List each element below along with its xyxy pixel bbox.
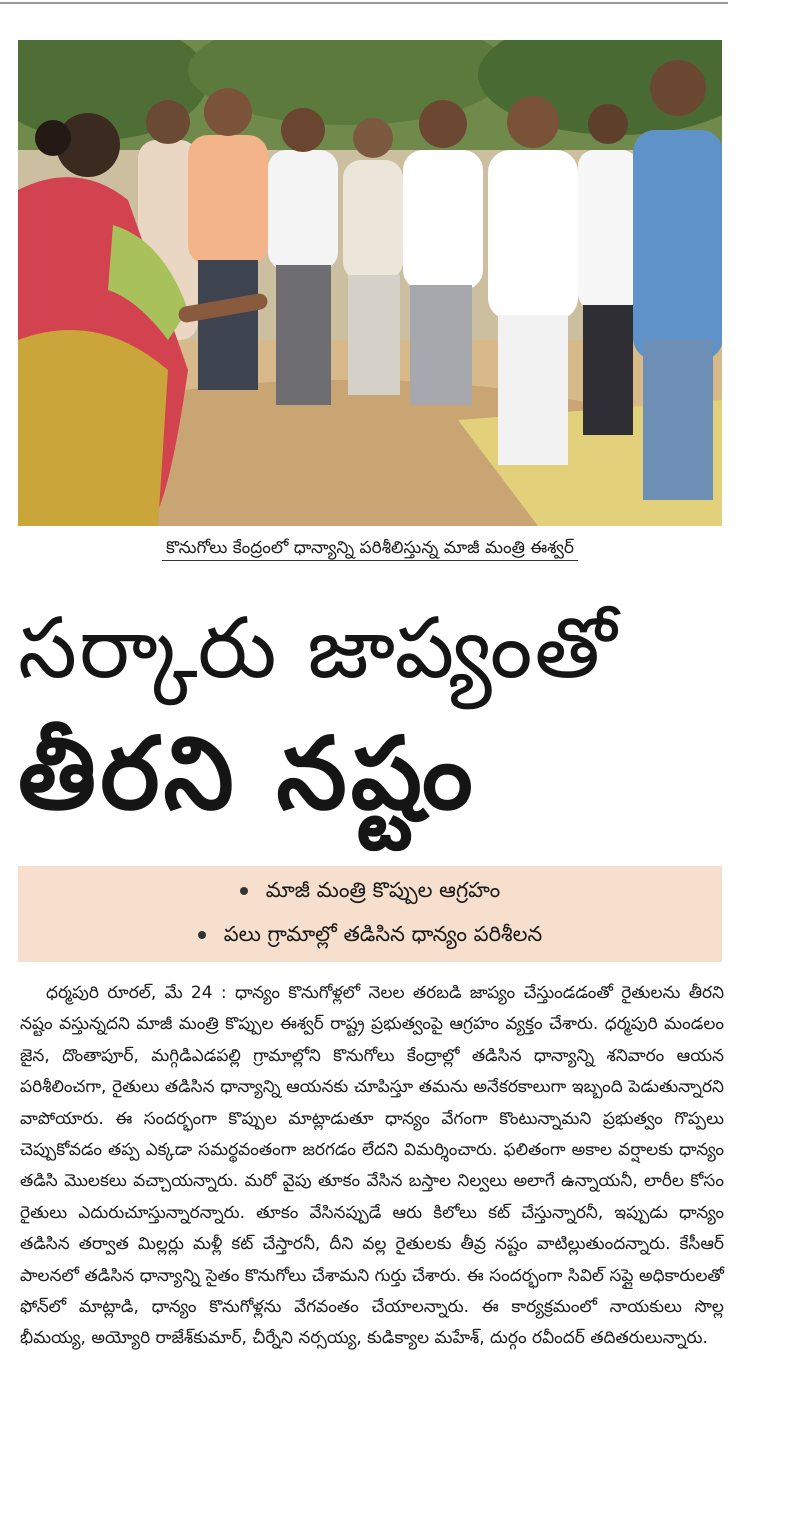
subheading-item [18,918,722,950]
subheading-item [18,874,722,906]
caption-text: కొనుగోలు కేంద్రంలో ధాన్యాన్ని పరిశీలిస్తున్న మాజీ మంత్రి ఈశ్వర్ [162,538,578,561]
subheading-box [18,866,722,962]
body-paragraph: ధర్మపురి రూరల్‌, మే 24 : ధాన్యం కొనుగోళ్లలో నెలల తరబడి జాప్యం చేస్తుండడంతో రైతులను తీరని నష్టం వస్తున్నదని మాజీ మంత్రి కొప్పుల ఈశ్వర్‌ రాష్ట్ర ప్రభుత్వంపై ఆగ్రహం వ్యక్తం చేశారు. ధర్మపురి మండలం జైన, దొంతాపూర్‌, మగ్గిడిఎడపల్లి గ్రామాల్లోని కొనుగోలు కేంద్రాల్లో తడిసిన ధాన్యాన్ని శనివారం ఆయన పరిశీలించగా, రైతులు తడిసిన ధాన్యాన్ని ఆయనకు చూపిస్తూ తమను అనేకరకాలుగా ఇబ్బంది పెడుతున్నారని వాపోయారు. ఈ సందర్భంగా కొప్పుల మాట్లాడుతూ ధాన్యం వేగంగా కొంటున్నామని ప్రభుత్వం గొప్పలు చెప్పుకోవడం తప్ప ఎక్కడా సమర్థవంతంగా జరగడం లేదని విమర్శించారు. ఫలితంగా అకాల వర్షాలకు ధాన్యం తడిసి మొలకలు వచ్చాయన్నారు. మరో వైపు తూకం వేసిన బస్తాల నిల్వలు అలాగే ఉన్నాయనీ, లారీల కోసం రైతులు ఎదురుచూస్తున్నారన్నారు. తూకం వేసినప్పుడే ఆరు కిలోలు కట్‌ చేస్తున్నారనీ, ఇప్పుడు ధాన్యం తడిసిన తర్వాత మిల్లర్లు మళ్లీ కట్‌ చేస్తారనీ, దీని వల్ల రైతులకు తీవ్ర నష్టం వాటిల్లుతుందన్నారు. కేసీఆర్‌ పాలనలో తడిసిన ధాన్యాన్ని సైతం కొనుగోలు చేశామని గుర్తు చేశారు. ఈ సందర్భంగా సివిల్‌ సప్లై అధికారులతో ఫోన్‌లో మాట్లాడి, ధాన్యం కొనుగోళ్లను వేగవంతం చేయాలన్నారు. ఈ కార్యక్రమంలో నాయకులు సొల్ల భీమయ్య, అయ్యోరి రాజేశ్‌కుమార్‌, చీర్నేని నర్సయ్య, కుడిక్యాల మహేశ్‌, దుర్గం రవీందర్‌ తదితరులున్నారు. [20,983,724,1349]
news-photo [18,40,722,526]
bullet-icon [198,931,206,939]
subheading-text: మాజీ మంత్రి కొప్పుల ఆగ్రహం [265,878,501,902]
bullet-icon [240,887,248,895]
photo-caption [0,536,740,560]
top-rule [0,2,728,4]
headline-line-2: తీరని నష్టం [18,715,477,832]
subheading-text: పలు గ్రామాల్లో తడిసిన ధాన్యం పరిశీలన [223,922,543,946]
headline-line-1: సర్కారు జాప్యంతో [18,599,619,697]
article-body [20,978,724,1355]
